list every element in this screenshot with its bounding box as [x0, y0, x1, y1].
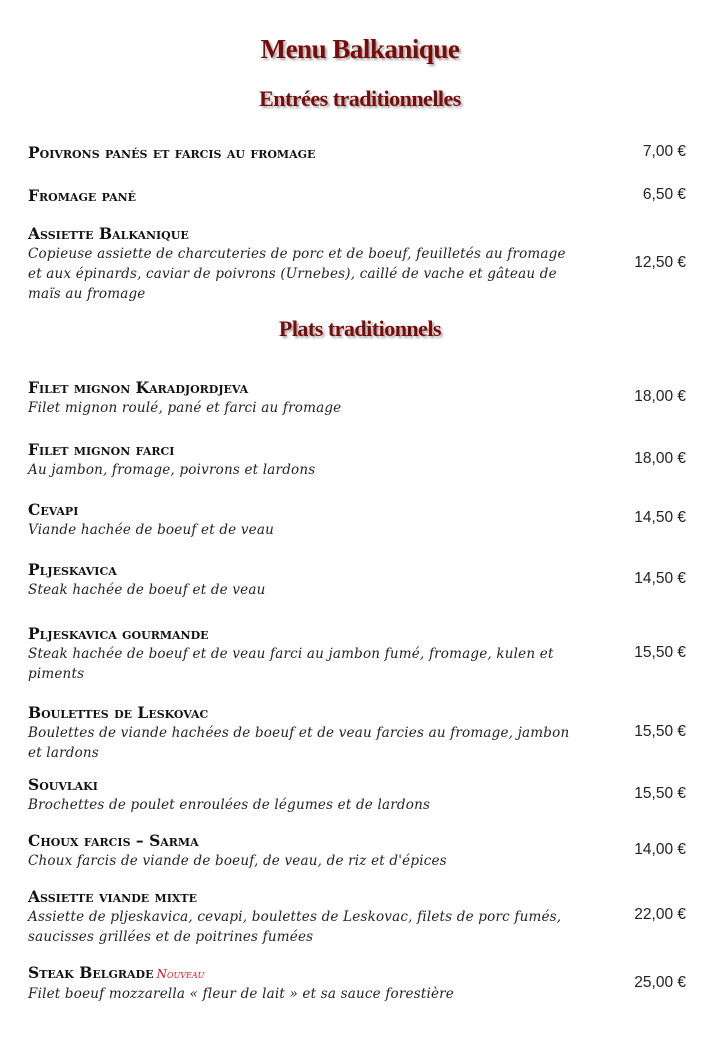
section-heading-entrees: Entrées traditionnelles	[259, 86, 461, 111]
menu-item	[28, 887, 688, 947]
menu-item	[28, 963, 688, 1004]
item-name: Assiette Balkanique	[28, 224, 189, 243]
menu-item	[28, 378, 688, 418]
item-price: 12,50 €	[634, 254, 686, 271]
menu-item	[28, 224, 688, 304]
item-name: Steak Belgrade	[28, 963, 154, 982]
item-name: Boulettes de Leskovac	[28, 703, 209, 722]
menu-item	[28, 831, 688, 871]
item-description: Au jambon, fromage, poivrons et lardons	[28, 462, 316, 478]
item-name-row	[28, 963, 688, 984]
menu-title: Menu Balkanique	[260, 34, 460, 64]
item-price: 15,50 €	[634, 723, 686, 740]
item-description: Choux farcis de viande de boeuf, de veau, de riz et d'épices	[28, 853, 447, 869]
item-description: Filet mignon roulé, pané et farci au fromage	[28, 400, 342, 416]
item-price: 22,00 €	[634, 906, 686, 923]
new-badge: Nouveau	[156, 967, 205, 981]
item-description: Boulettes de viande hachées de boeuf et de veau farcies au fromage, jambon et lardons	[28, 725, 570, 761]
menu-item	[28, 440, 688, 480]
item-price: 7,00 €	[642, 143, 686, 160]
item-name: Souvlaki	[28, 775, 98, 794]
section-heading-plats: Plats traditionnels	[278, 316, 442, 341]
item-price: 18,00 €	[634, 388, 686, 405]
item-price: 15,50 €	[634, 785, 686, 802]
item-name: Assiette viande mixte	[28, 887, 197, 906]
item-description: Steak hachée de boeuf et de veau farci au jambon fumé, fromage, kulen et piments	[28, 646, 554, 682]
item-price: 18,00 €	[634, 450, 686, 467]
menu-item	[28, 624, 688, 684]
item-description: Assiette de pljeskavica, cevapi, boulettes de Leskovac, filets de porc fumés, saucisses grillées et de poitrines fumées	[28, 909, 562, 945]
item-description: Brochettes de poulet enroulées de légumes et de lardons	[28, 797, 431, 813]
menu-item	[28, 560, 688, 600]
item-price: 14,50 €	[634, 570, 686, 587]
menu-item	[28, 703, 688, 763]
item-description: Viande hachée de boeuf et de veau	[28, 522, 275, 538]
item-price: 25,00 €	[634, 974, 686, 991]
item-price: 15,50 €	[634, 644, 686, 661]
item-name: Choux farcis – Sarma	[28, 831, 199, 850]
item-name: Cevapi	[28, 500, 79, 519]
item-name: Filet mignon farci	[28, 440, 175, 459]
item-name: Pljeskavica gourmande	[28, 624, 209, 643]
menu-item	[28, 500, 688, 540]
menu-item	[28, 143, 688, 163]
item-name: Pljeskavica	[28, 560, 117, 579]
item-price: 14,50 €	[634, 509, 686, 526]
item-name: Fromage pané	[28, 186, 137, 205]
item-name: Poivrons panés et farcis au fromage	[28, 143, 316, 162]
menu-item	[28, 186, 688, 206]
item-price: 6,50 €	[642, 186, 686, 203]
item-price: 14,00 €	[634, 841, 686, 858]
item-name: Filet mignon Karadjordjeva	[28, 378, 249, 397]
menu-item	[28, 775, 688, 815]
item-description: Copieuse assiette de charcuteries de porc et de boeuf, feuilletés au fromage et aux épinards, caviar de poivrons (Urnebes), caillé de vache et gâteau de maïs au fromage	[28, 246, 566, 302]
item-description: Steak hachée de boeuf et de veau	[28, 582, 266, 598]
item-description: Filet boeuf mozzarella « fleur de lait » et sa sauce forestière	[28, 986, 454, 1002]
